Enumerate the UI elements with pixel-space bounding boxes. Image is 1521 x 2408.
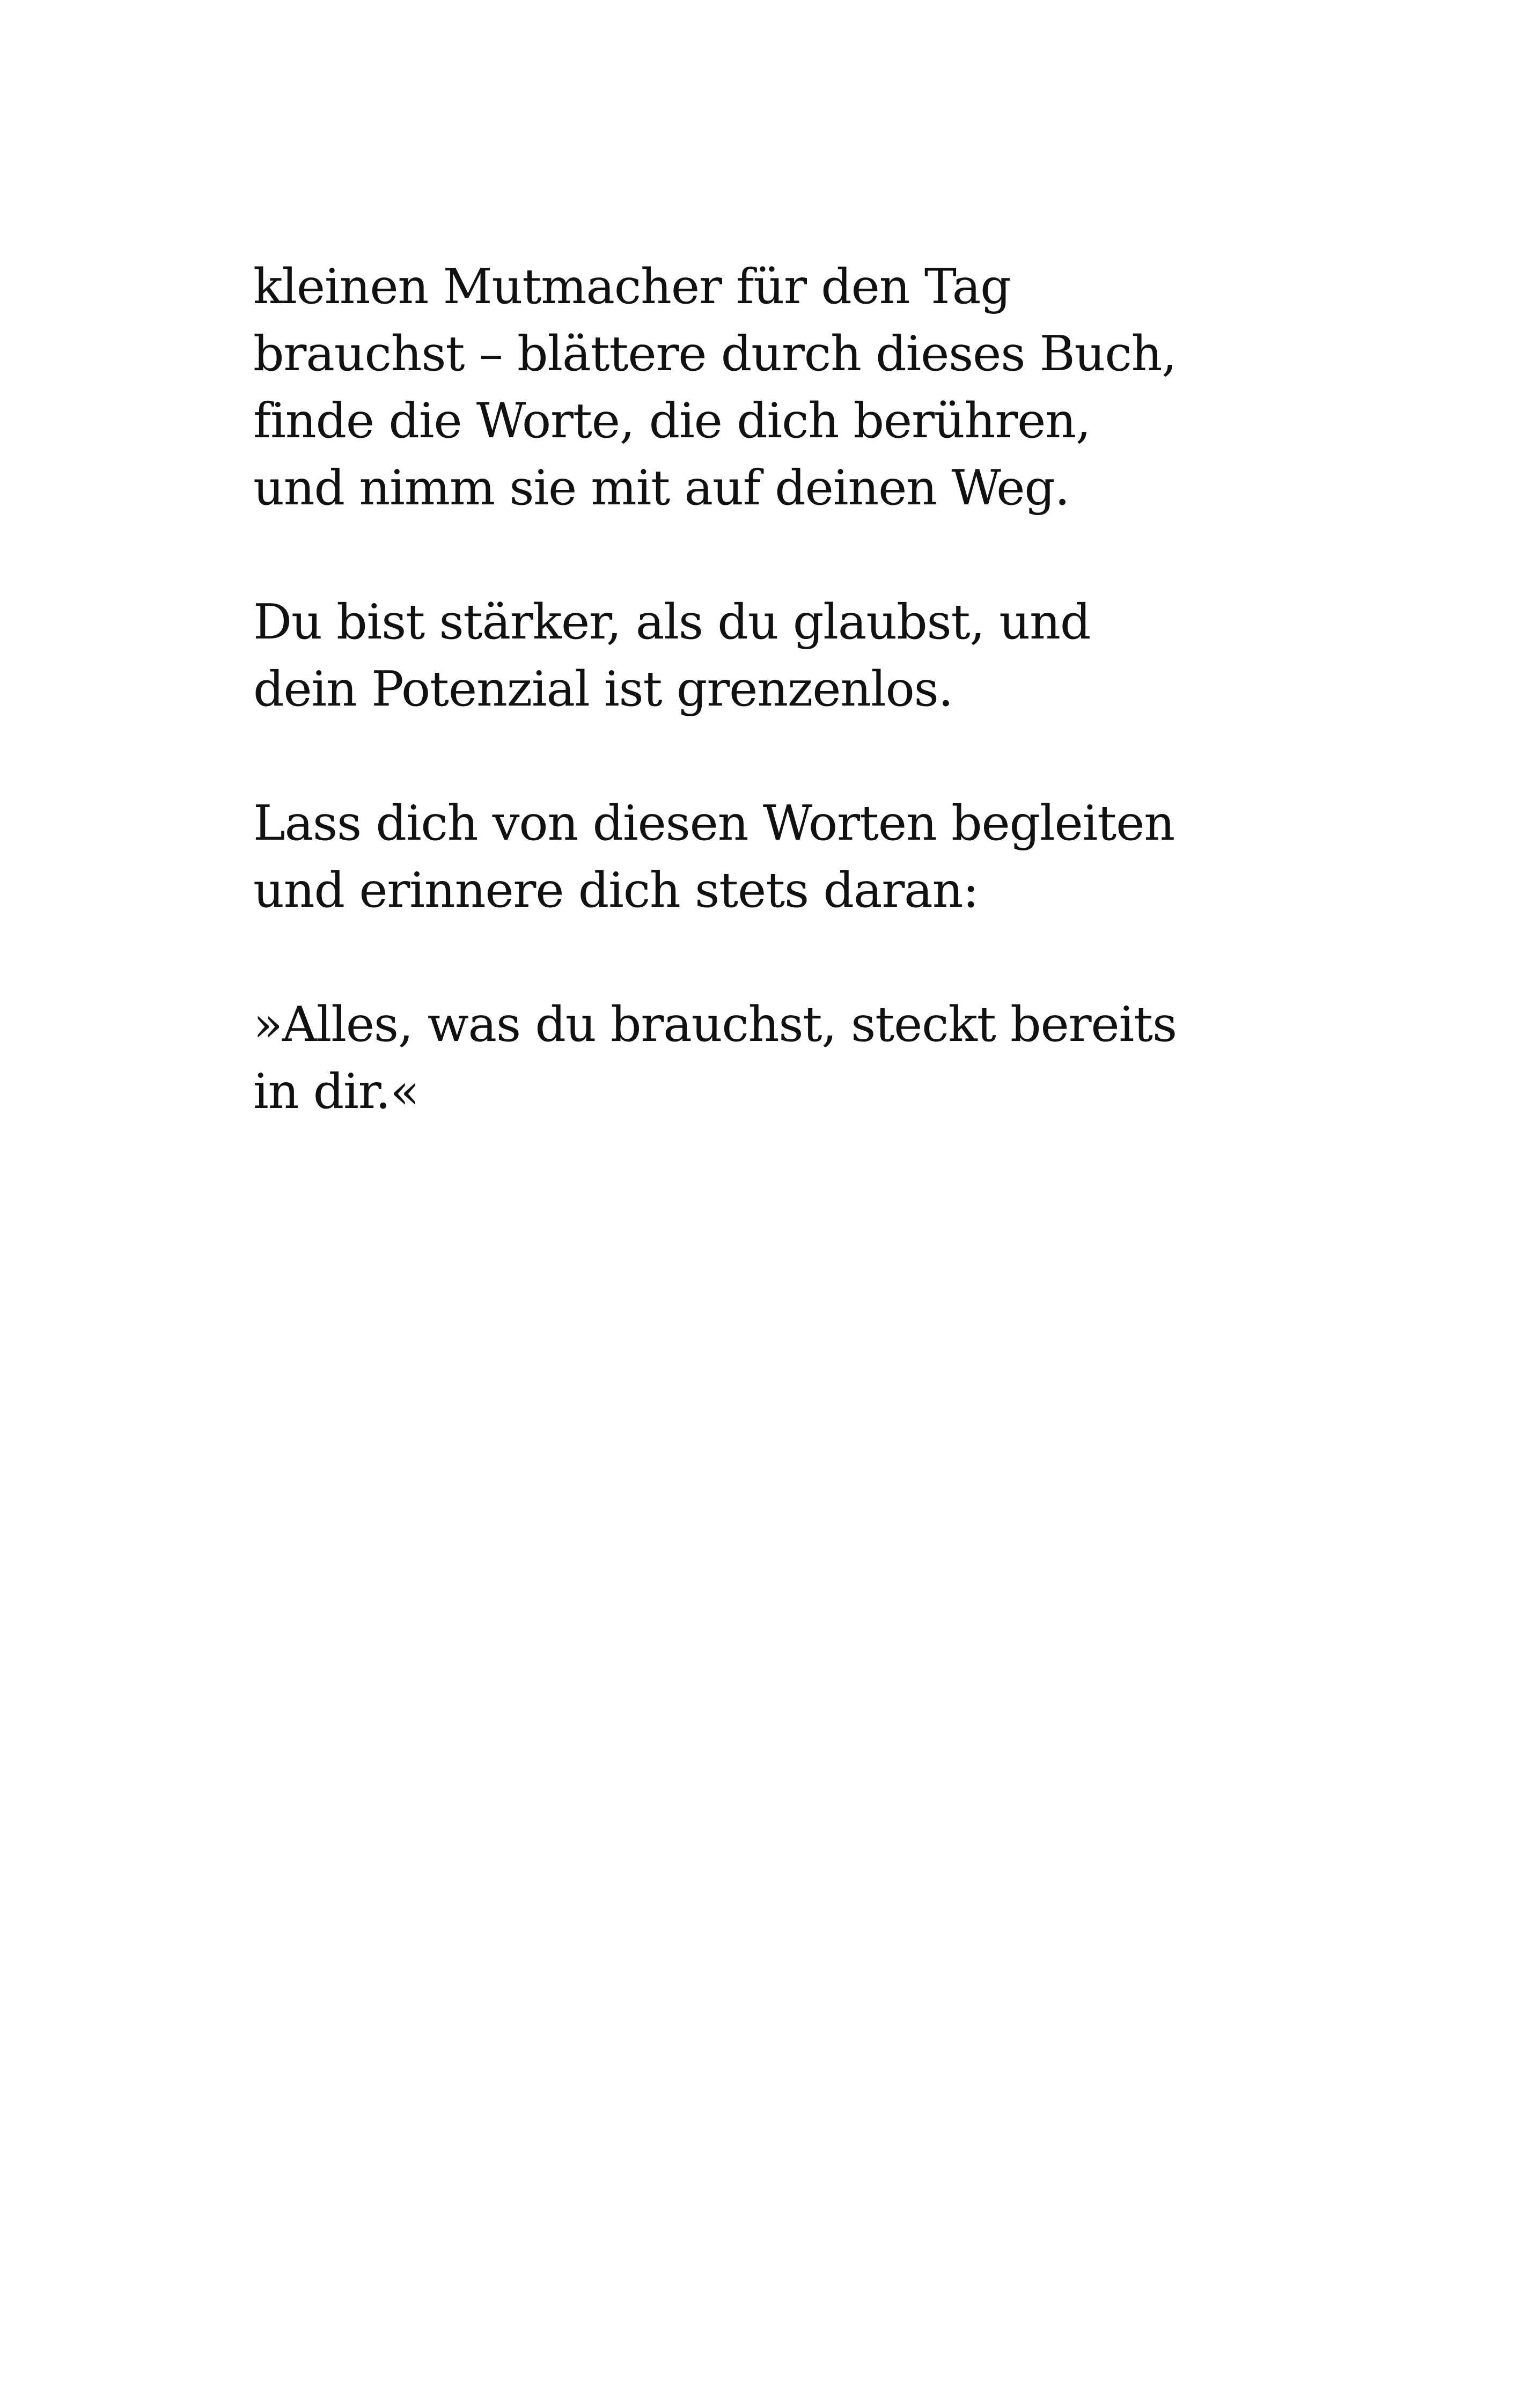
text-line: Lass dich von diesen Worten begleiten xyxy=(253,795,1174,851)
text-line: dein Potenzial ist grenzenlos. xyxy=(253,661,953,717)
text-line: und erinnere dich stets daran: xyxy=(253,862,979,919)
text-line: »Alles, was du brauchst, steckt bereits xyxy=(253,996,1177,1053)
paragraph-reminder xyxy=(253,790,1299,924)
text-line: finde die Worte, die dich berühren, xyxy=(253,393,1091,449)
paragraph-encouragement xyxy=(253,253,1299,522)
text-line: in dir.« xyxy=(253,1063,419,1120)
body-text xyxy=(253,253,1299,1192)
text-line: Du bist stärker, als du glaubst, und xyxy=(253,594,1091,650)
paragraph-strength xyxy=(253,589,1299,723)
paragraph-quote xyxy=(253,991,1299,1125)
text-line: kleinen Mutmacher für den Tag xyxy=(253,259,1011,315)
text-line: und nimm sie mit auf deinen Weg. xyxy=(253,460,1070,516)
text-line: brauchst – blättere durch dieses Buch, xyxy=(253,326,1177,382)
